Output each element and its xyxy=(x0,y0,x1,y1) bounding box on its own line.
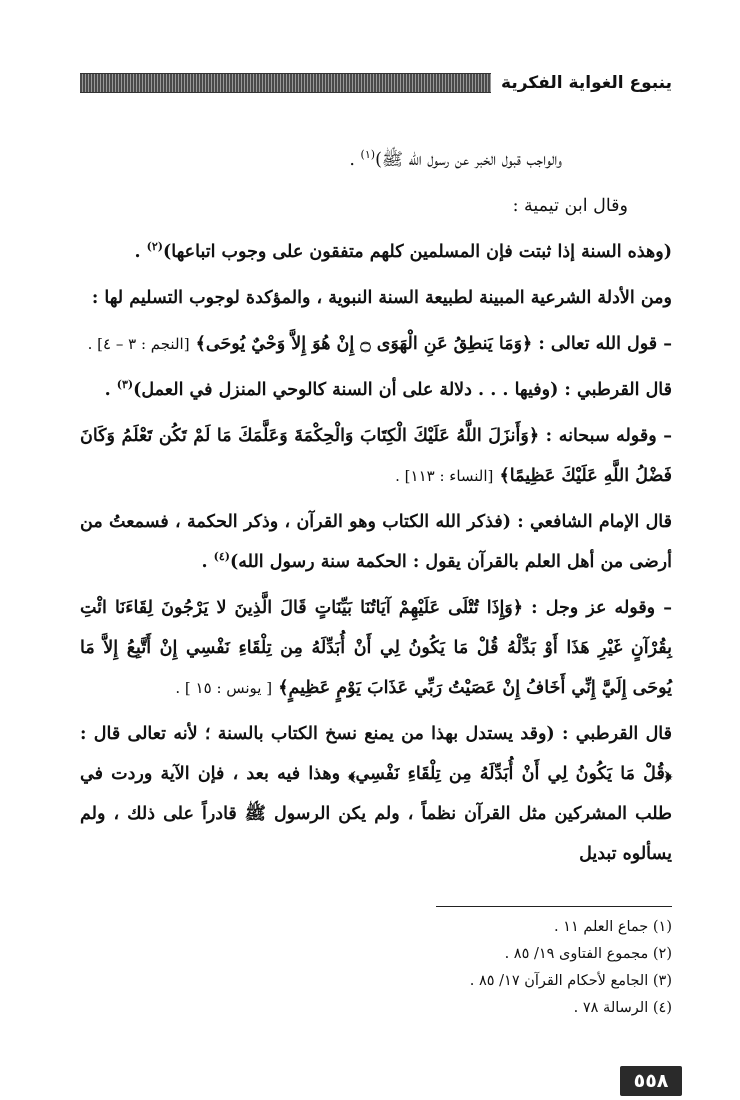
page-number: ٥٥٨ xyxy=(620,1066,682,1096)
main-text xyxy=(80,140,672,880)
paragraph: ومن الأدلة الشرعية المبينة لطبيعة السنة النبوية ، والمؤكدة لوجوب التسليم لها : xyxy=(91,288,672,308)
footnotes xyxy=(272,914,672,1022)
header-ornament-bar xyxy=(80,73,491,93)
footnote: (٣) الجامع لأحكام القرآن ١٧/ ٨٥ . xyxy=(469,973,672,989)
quotation: قال الإمام الشافعي : (فذكر الله الكتاب وهو القرآن ، وذكر الحكمة ، فسمعتُ من أرضى من أهل العلم بالقرآن يقول : الحكمة سنة رسول الله)$^{(٤)}$ . xyxy=(80,512,672,572)
verse-reference: [ يونس : ١٥ ] . xyxy=(175,679,273,697)
paragraph: والواجب قبول الخبر عن رسول الله ﷺ)$^{(١)}$ . xyxy=(349,148,562,170)
running-header xyxy=(80,70,672,96)
quotation: (وهذه السنة إذا ثبتت فإن المسلمين كلهم متفقون على وجوب اتباعها)$^{(٢)}$ . xyxy=(134,240,672,262)
footnote: (٢) مجموع الفتاوى ١٩/ ٨٥ . xyxy=(504,946,672,962)
verse-reference: [النجم : ٣ – ٤] . xyxy=(87,335,190,353)
quotation: قال القرطبي : (وفيها . . . دلالة على أن السنة كالوحي المنزل في العمل)$^{(٣)}$ . xyxy=(104,378,672,400)
footnote: (١) جماع العلم ١١ . xyxy=(553,919,672,935)
footnote: (٤) الرسالة ٧٨ . xyxy=(573,1000,672,1016)
paragraph: وقال ابن تيمية : xyxy=(512,196,628,216)
quotation: قال القرطبي : (وقد يستدل بهذا من يمنع نسخ الكتاب بالسنة ؛ لأنه تعالى قال : ﴿قُلْ مَا يَكُونُ لِي أَنْ أُبَدِّلَهُ مِن تِلْقَاءِ نَفْسِي﴾ وهذا فيه بعد ، فإن الآية وردت في طلب المشركين مثل القرآن نظماً ، ولم يكن الرسول ﷺ قادراً على ذلك ، ولم يسألوه تبديل xyxy=(80,724,672,864)
header-title: ينبوع الغواية الفكرية xyxy=(501,73,672,93)
verse-citation: – وقوله عز وجل : ﴿وَإِذَا تُتْلَى عَلَيْهِمْ آيَاتُنَا بَيِّنَاتٍ قَالَ الَّذِينَ لا يَرْجُونَ لِقَاءَنَا ائْتِ بِقُرْآنٍ غَيْرِ هَذَا أَوْ بَدِّلْهُ قُلْ مَا يَكُونُ لِي أَنْ أُبَدِّلَهُ مِن تِلْقَاءِ نَفْسِي إِنْ أَتَّبِعُ إِلاَّ مَا يُوحَى إِلَيَّ إِنِّي أَخَافُ إِنْ عَصَيْتُ رَبِّي عَذَابَ يَوْمٍ عَظِيمٍ﴾ [ يونس : ١٥ ] . xyxy=(80,598,672,698)
footnote-divider xyxy=(436,906,672,907)
verse-citation: – قول الله تعالى : ﴿وَمَا يَنطِقُ عَنِ الْهَوَى ۝ إِنْ هُوَ إِلاَّ وَحْيٌ يُوحَى﴾ [النجم : ٣ – ٤] . xyxy=(87,334,672,354)
verse-reference: [النساء : ١١٣] . xyxy=(395,467,494,485)
verse-citation: – وقوله سبحانه : ﴿وَأَنزَلَ اللَّهُ عَلَيْكَ الْكِتَابَ وَالْحِكْمَةَ وَعَلَّمَكَ مَا لَمْ تَكُن تَعْلَمُ وَكَانَ فَضْلُ اللَّهِ عَلَيْكَ عَظِيمًا﴾ [النساء : ١١٣] . xyxy=(80,426,672,486)
